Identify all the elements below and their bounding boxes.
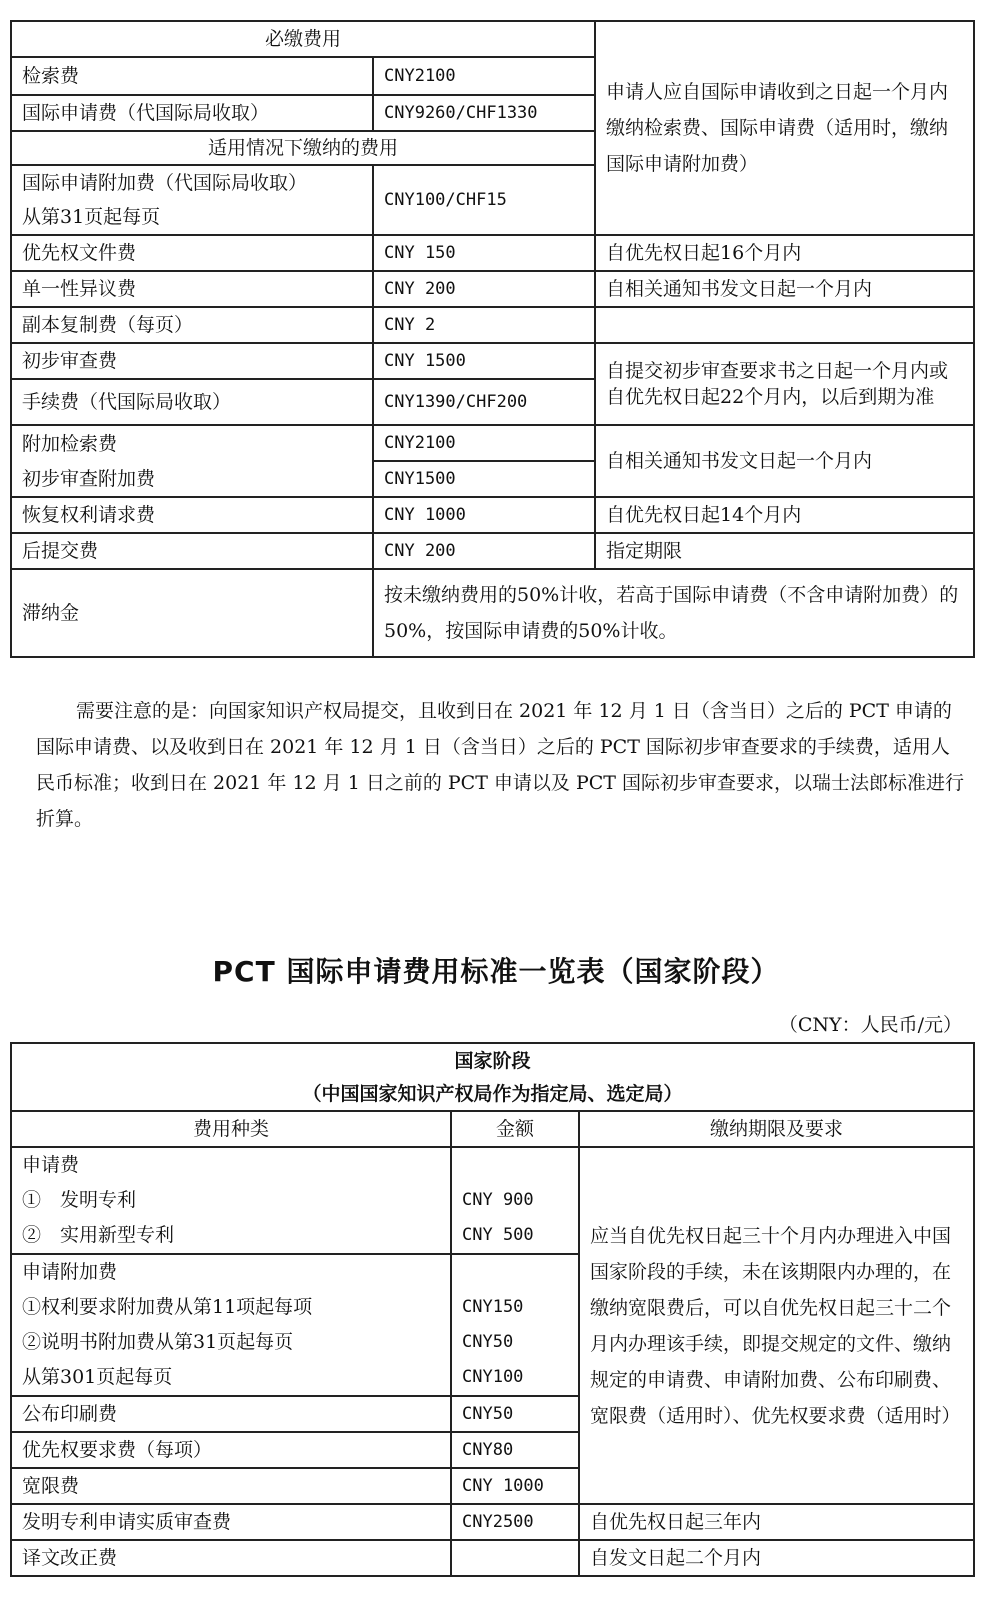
- translation-fee-label: 译文改正费: [11, 1540, 451, 1576]
- publish-fee-amount: CNY50: [451, 1396, 579, 1432]
- currency-unit: （CNY：人民币/元）: [778, 1014, 962, 1036]
- invention-label: ① 发明专利: [22, 1189, 137, 1211]
- add-prelim-fee-amount: CNY1500: [373, 461, 595, 497]
- national-phase-fee-table: [10, 1042, 975, 1577]
- grace-fee-label: 宽限费: [11, 1468, 451, 1504]
- section-required-fees: 必缴费用: [11, 21, 595, 57]
- prelim-fee-label: 初步审查费: [11, 343, 373, 379]
- unity-fee-deadline: 自相关通知书发文日起一个月内: [595, 271, 974, 307]
- claims-extra-label: ①权利要求附加费从第11项起每项: [22, 1296, 313, 1318]
- late-payment-text: 按未缴纳费用的50%计收，若高于国际申请费（不含申请附加费）的50%，按国际申请费的50%计收。: [373, 569, 974, 657]
- grace-fee-amount: CNY 1000: [451, 1468, 579, 1504]
- add-search-fee-label: 附加检索费: [11, 425, 373, 461]
- spec-300-label: 从第301页起每页: [22, 1366, 173, 1388]
- col-amount: 金额: [451, 1111, 579, 1147]
- restore-fee-label: 恢复权利请求费: [11, 497, 373, 533]
- extra-fee-label: [11, 165, 373, 235]
- utility-amount: CNY 500: [462, 1225, 534, 1245]
- priority-claim-label: 优先权要求费（每项）: [11, 1432, 451, 1468]
- note-paragraph: 需要注意的是：向国家知识产权局提交，且收到日在 2021 年 12 月 1 日（含当日）之后的 PCT 申请的国际申请费、以及收到日在 2021 年 12 月 1 日（含当日）之后的 PCT 国际初步审查要求的手续费，适用人民币标准；收到日在 2021 年 12 月 1 日之前的 PCT 申请以及 PCT 国际初步审查要求，以瑞士法郎标准进行折算。: [36, 700, 965, 830]
- table-head-1: 国家阶段: [11, 1043, 974, 1077]
- app-fee-label: 申请费: [22, 1154, 80, 1176]
- handling-fee-label: 手续费（代国际局收取）: [11, 379, 373, 425]
- invention-amount: CNY 900: [462, 1190, 534, 1210]
- spec-extra-label: ②说明书附加费从第31页起每页: [22, 1331, 294, 1353]
- app-fee-cell: [11, 1147, 451, 1254]
- app-extra-label: 申请附加费: [22, 1261, 118, 1283]
- copy-fee-deadline-empty: [595, 307, 974, 343]
- restore-fee-deadline: 自优先权日起14个月内: [595, 497, 974, 533]
- utility-label: ② 实用新型专利: [22, 1224, 175, 1246]
- spec-extra-amount: CNY50: [462, 1332, 514, 1352]
- prelim-fee-amount: CNY 1500: [373, 343, 595, 379]
- search-fee-label: 检索费: [11, 57, 373, 95]
- prelim-deadline: 自提交初步审查要求书之日起一个月内或自优先权日起22个月内，以后到期为准: [595, 343, 974, 425]
- section-optional-fees: 适用情况下缴纳的费用: [11, 131, 595, 165]
- translation-fee-amount-empty: [451, 1540, 579, 1576]
- add-search-fee-amount: CNY2100: [373, 425, 595, 461]
- translation-fee-deadline: 自发文日起二个月内: [579, 1540, 974, 1576]
- international-phase-fee-table: [10, 20, 975, 658]
- late-payment-label: 滞纳金: [11, 569, 373, 657]
- app-fee-amounts: [451, 1147, 579, 1254]
- search-fee-amount: CNY2100: [373, 57, 595, 95]
- add-deadline: 自相关通知书发文日起一个月内: [595, 425, 974, 497]
- claims-extra-amount: CNY150: [462, 1297, 524, 1317]
- deadline-main: 申请人应自国际申请收到之日起一个月内缴纳检索费、国际申请费（适用时，缴纳国际申请附加费）: [595, 21, 974, 235]
- priority-claim-amount: CNY80: [451, 1432, 579, 1468]
- app-extra-cell: [11, 1254, 451, 1396]
- copy-fee-amount: CNY 2: [373, 307, 595, 343]
- intl-app-fee-label: 国际申请费（代国际局收取）: [11, 95, 373, 131]
- priority-doc-fee-deadline: 自优先权日起16个月内: [595, 235, 974, 271]
- add-prelim-fee-label: 初步审查附加费: [11, 461, 373, 497]
- extra-fee-amount: CNY100/CHF15: [373, 165, 595, 235]
- unity-fee-amount: CNY 200: [373, 271, 595, 307]
- late-submit-fee-amount: CNY 200: [373, 533, 595, 569]
- exam-fee-label: 发明专利申请实质审查费: [11, 1504, 451, 1540]
- handling-fee-amount: CNY1390/CHF200: [373, 379, 595, 425]
- col-deadline: 缴纳期限及要求: [579, 1111, 974, 1147]
- priority-doc-fee-label: 优先权文件费: [11, 235, 373, 271]
- exam-fee-amount: CNY2500: [451, 1504, 579, 1540]
- publish-fee-label: 公布印刷费: [11, 1396, 451, 1432]
- extra-fee-label-line1: 国际申请附加费（代国际局收取）: [22, 172, 308, 194]
- page-title: PCT 国际申请费用标准一览表（国家阶段）: [212, 955, 780, 988]
- restore-fee-amount: CNY 1000: [373, 497, 595, 533]
- extra-fee-label-line2: 从第31页起每页: [22, 206, 161, 228]
- intl-app-fee-amount: CNY9260/CHF1330: [373, 95, 595, 131]
- unity-fee-label: 单一性异议费: [11, 271, 373, 307]
- table-head-2: （中国国家知识产权局作为指定局、选定局）: [11, 1077, 974, 1111]
- col-fee-type: 费用种类: [11, 1111, 451, 1147]
- priority-doc-fee-amount: CNY 150: [373, 235, 595, 271]
- late-submit-fee-deadline: 指定期限: [595, 533, 974, 569]
- main-deadline: 应当自优先权日起三十个月内办理进入中国国家阶段的手续，未在该期限内办理的，在缴纳宽限费后，可以自优先权日起三十二个月内办理该手续，即提交规定的文件、缴纳规定的申请费、申请附加费、公布印刷费、宽限费（适用时）、优先权要求费（适用时）: [579, 1147, 974, 1504]
- late-submit-fee-label: 后提交费: [11, 533, 373, 569]
- spec-300-amount: CNY100: [462, 1367, 524, 1387]
- app-extra-amounts: [451, 1254, 579, 1396]
- exam-fee-deadline: 自优先权日起三年内: [579, 1504, 974, 1540]
- copy-fee-label: 副本复制费（每页）: [11, 307, 373, 343]
